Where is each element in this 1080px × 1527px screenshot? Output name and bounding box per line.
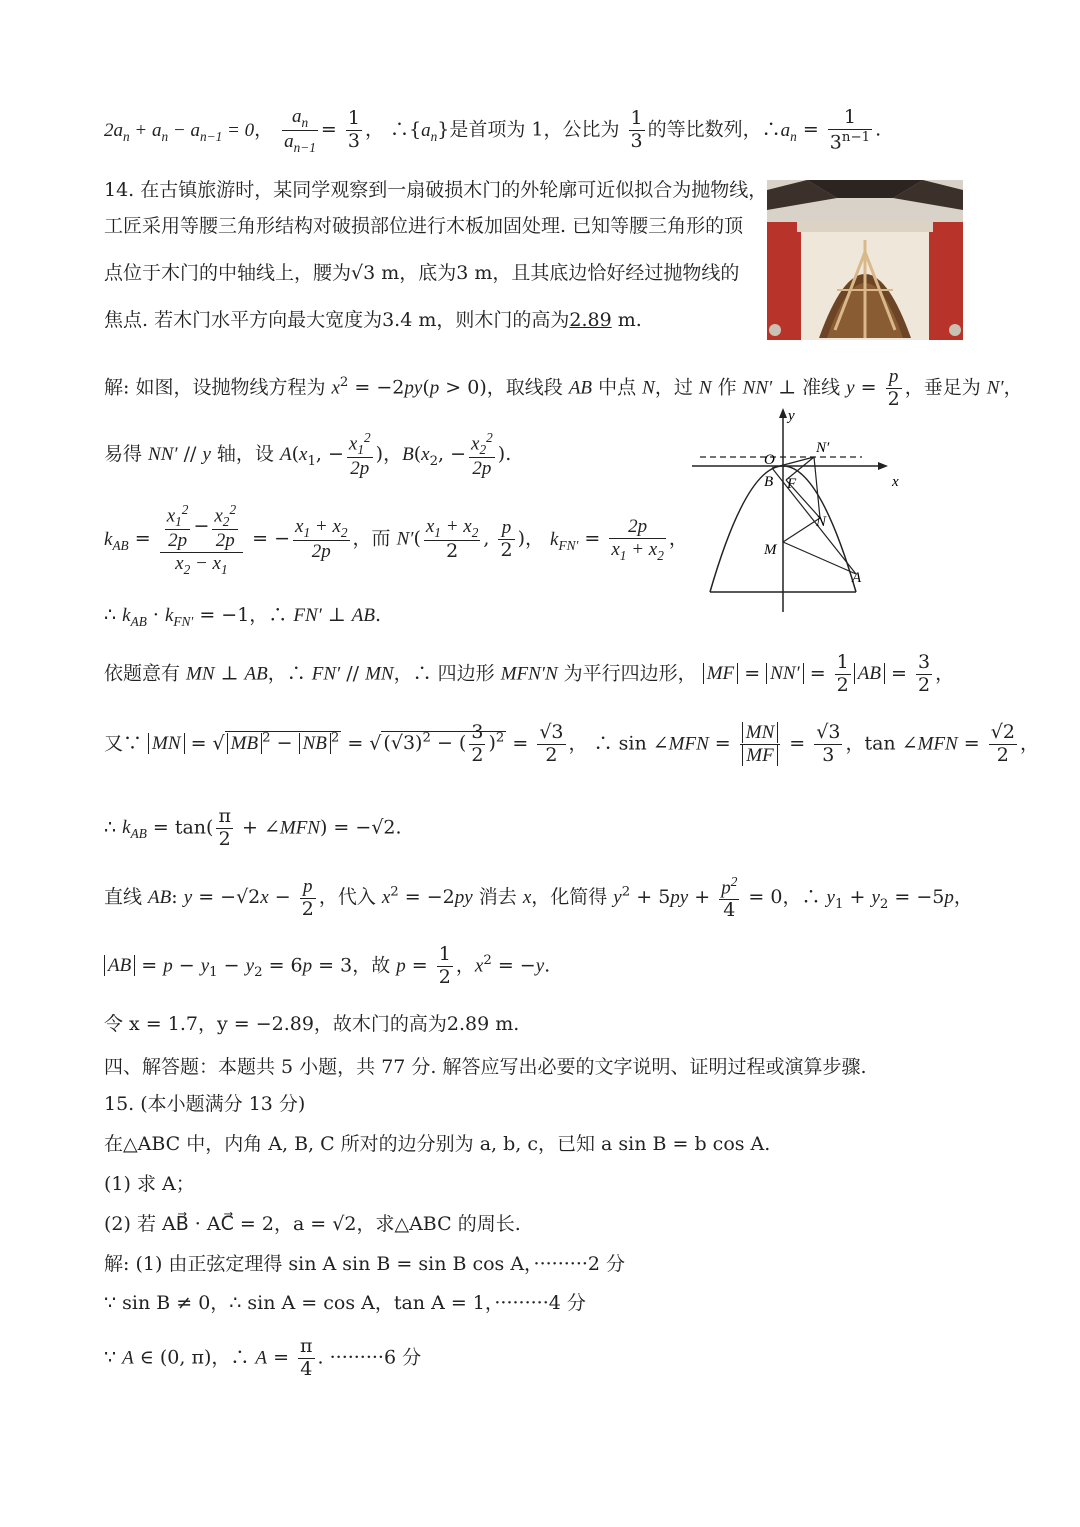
solution-line-6: 又∵ MN = √ MB $^2$ − NB $^2$ = √ $(√3)^2$ − ( $\frac{3}{2}$ )$^2$ = $\frac{√3}{2}$ ， ∴ sin ∠MFN = $\frac{MN}{MF}$ = $\frac{√3}{3}$ ，tan ∠MFN = $\frac{√2}{2}$ ，: [104, 721, 1039, 766]
label-A: A: [852, 570, 862, 586]
q14-answer: 2.89: [569, 309, 612, 331]
q15-part-1: (1) 求 A；: [104, 1173, 195, 1195]
solution-line-9: AB = $p - y_1 - y_2 = 6p = 3$，故 p = $\frac{1}{2}$ ，$x^2 = -y$.: [104, 944, 550, 989]
solution-line-3: $k_{AB}$ = $\frac{x_1^2}{2p}$ − $\frac{x_2^2}{2p}$ $x_2 - x_1$ = − $\frac{x_1 + x_2}{2p}$ ，而 N′( $\frac{x_1 + x_2}{2}$ , $\frac{p}{2}$ )， $k_{FN'}$ = $\frac{2p}{x_1 + x_2}$ ，: [104, 502, 688, 578]
wooden-door-photo: [767, 180, 963, 340]
q15-heading: 15. (本小题满分 13 分): [104, 1093, 306, 1115]
label-M: M: [764, 542, 777, 558]
q15-statement: 在△ABC 中，内角 A, B, C 所对的边分别为 a, b, c，已知 a sin B = b cos A.: [104, 1133, 771, 1155]
y-axis-label: y: [788, 408, 795, 424]
solution-line-2: 易得 NN′ // y 轴，设 $A(x_1$, − $\frac{x_1^2}{2p}$ )，$B(x_2$, − $\frac{x_2^2}{2p}$ ).: [104, 430, 512, 480]
label-B: B: [764, 474, 774, 490]
solution-line-1: 解: 如图，设抛物线方程为 $x^2 = -2py(p > 0)$，取线段 AB 中点 N，过 N 作 NN′ ⊥ 准线 y = $\frac{p}{2}$ ，垂足为 N′，: [104, 366, 1023, 410]
label-F: F: [787, 476, 797, 492]
solution-line-8: 直线 AB: y = −√2x − $\frac{p}{2}$ ，代入 $x^2 = -2py$ 消去 x，化简得 $y^2 + 5py$ + $\frac{p^2}{4}$ = 0，∴ $y_1 + y_2 = -5p$，: [104, 874, 973, 922]
q14-line-3: 点位于木门的中轴线上，腰为√3 m，底为3 m，且其底边恰好经过抛物线的: [104, 262, 740, 284]
label-N: N: [816, 514, 827, 530]
section-4-heading: 四、解答题：本题共 5 小题，共 77 分. 解答应写出必要的文字说明、证明过程或演算步骤.: [104, 1056, 867, 1078]
label-O: O: [764, 452, 775, 468]
solution-line-5: 依题意有 MN ⊥ AB，∴ FN′ // MN，∴ 四边形 MFN′N 为平行四边形， MF = NN′ = $\frac{1}{2}$ AB = $\frac{3}{2}$ ，: [104, 651, 955, 696]
q15-part-2: (2) 若 AB⃗ · AC⃗ = 2，a = √2，求△ABC 的周长.: [104, 1213, 521, 1235]
q15-answer-line-1: 解: (1) 由正弦定理得 sin A sin B = sin B cos A，·········2 分: [104, 1253, 626, 1275]
x-axis-label: x: [892, 474, 899, 490]
q14-line-1: 14. 在古镇旅游时，某同学观察到一扇破损木门的外轮廓可近似拟合为抛物线，: [104, 179, 768, 201]
q14-unit: m.: [611, 309, 642, 331]
label-N-prime: N′: [816, 440, 830, 456]
solution-line-10: 令 x = 1.7，y = −2.89，故木门的高为2.89 m.: [104, 1013, 520, 1035]
line-sequence-result: $2a_n + a_n - a_{n-1} = 0$， $\frac{a_n}{a_{n-1}}$ = $\frac{1}{3}$ ， $\therefore\{a_n\}$是首项为 1，公比为 $\frac{1}{3}$ 的等比数列，$\therefore a_n$ = $\frac{1}{3^{n-1}}$ .: [104, 106, 882, 155]
q14-line-4-text: 焦点. 若木门水平方向最大宽度为3.4 m，则木门的高为: [104, 309, 570, 331]
parabola-diagram: [684, 402, 906, 614]
q14-line-4: [104, 308, 642, 333]
solution-line-7: ∴ $k_{AB} = \tan$( $\frac{\pi}{2}$ + ∠MFN) = −√2.: [104, 805, 402, 850]
q15-answer-line-2: ∵ sin B ≠ 0，∴ sin A = cos A，tan A = 1，·········4 分: [104, 1292, 586, 1314]
q14-line-2: 工匠采用等腰三角形结构对破损部位进行木板加固处理. 已知等腰三角形的顶: [104, 215, 744, 237]
solution-line-4: ∴ $k_{AB} \cdot k_{FN'} = -1$，∴ FN′ ⊥ AB.: [104, 604, 382, 629]
q15-answer-line-3: ∵ A ∈ (0, π)，∴ A = $\frac{\pi}{4}$ . ·········6 分: [104, 1335, 422, 1380]
